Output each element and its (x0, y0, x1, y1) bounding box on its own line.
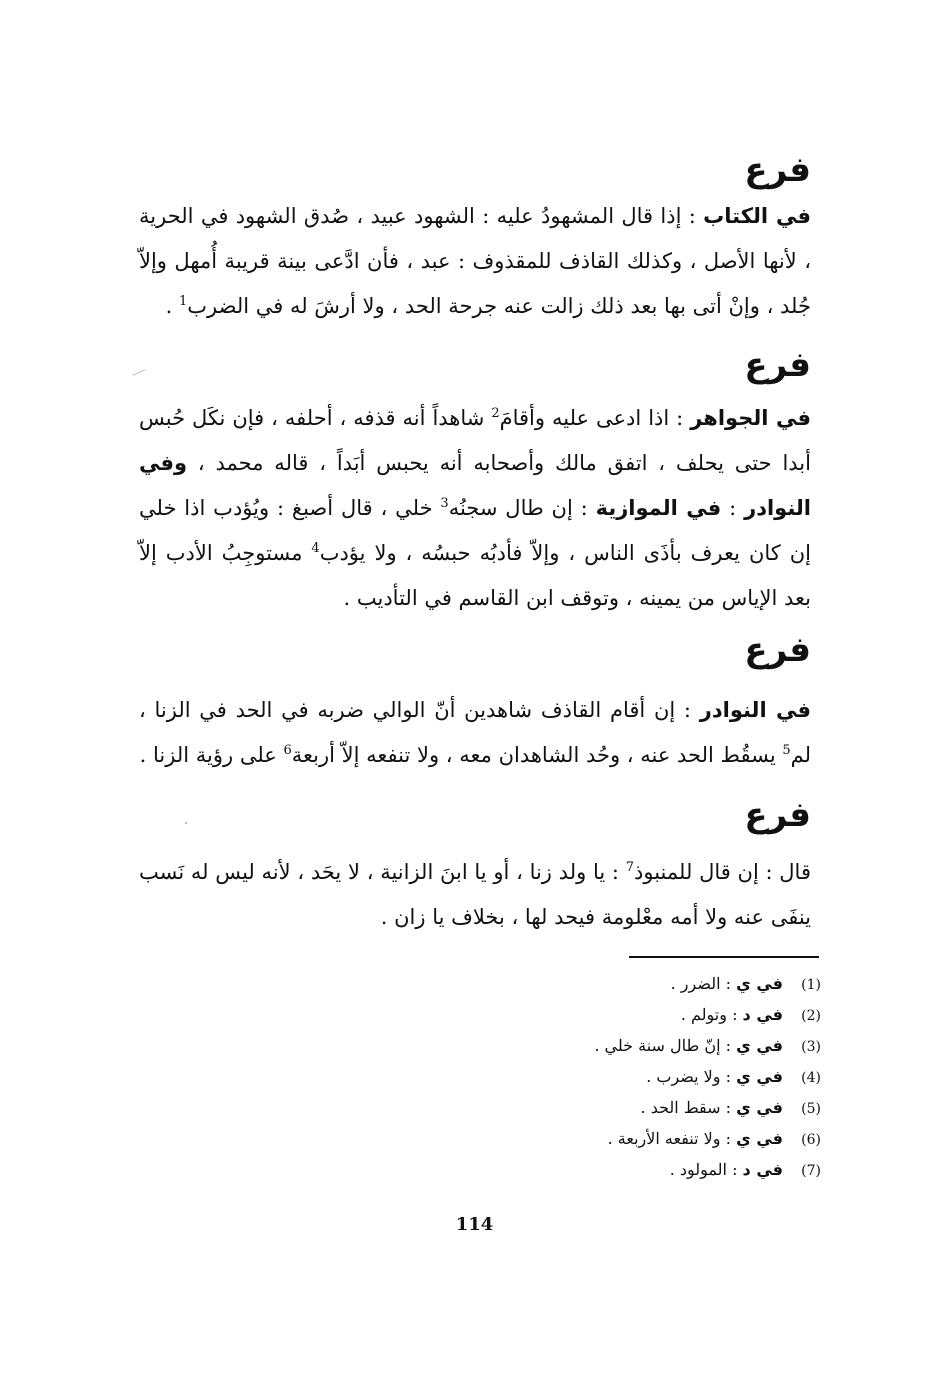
scan-speck (132, 369, 145, 376)
paragraph-text: يسقُط الحد عنه ، وحُد الشاهدان معه ، ولا تنفعه إلاّ أربعة (291, 743, 783, 767)
footnote-ref: 6 (283, 743, 292, 758)
footnote-prefix: في ي (736, 1067, 783, 1086)
footnote-body: : المولود . (669, 1160, 743, 1179)
footnote-prefix: في د (742, 1005, 783, 1024)
footnote-body: : ولا يضرب . (646, 1067, 737, 1086)
footnote-item (321, 1030, 821, 1061)
footnote-ref: 4 (311, 541, 320, 556)
footnote-number: (3) (801, 1039, 821, 1055)
source-label: في النوادر (699, 698, 811, 722)
footnote-ref: 5 (782, 743, 791, 758)
section-paragraph (139, 396, 811, 621)
scan-speck (185, 822, 187, 824)
footnote-text (321, 999, 783, 1030)
footnote-ref: 2 (491, 406, 500, 421)
footnote-body: : ولا تنفعه الأربعة . (607, 1129, 737, 1148)
footnote-prefix: في د (742, 1160, 783, 1179)
footnote-text (321, 1061, 783, 1092)
section-paragraph (139, 194, 811, 329)
paragraph-text: : يا ولد زنا ، أو يا ابنَ الزانية ، لا يحَد ، لأنه ليس له نَسب ينفَى عنه ولا أمه معْلومة فيحد لها ، بخلاف يا زان . (139, 860, 811, 929)
footnote-text (321, 968, 783, 999)
footnote-item (321, 1123, 821, 1154)
footnote-prefix: في ي (736, 1036, 783, 1055)
source-label: وفي النوادر (139, 451, 811, 520)
footnote-number: (1) (801, 977, 821, 993)
section-paragraph (139, 688, 811, 778)
section-heading: فرع (744, 150, 811, 190)
paragraph-text: : إن أقام القاذف شاهدين أنّ الوالي ضربه في الحد في الزنا ، لم (139, 698, 811, 767)
section-paragraph (139, 850, 811, 940)
footnote-body: : سقط الحد . (640, 1098, 737, 1117)
footnote-number: (2) (801, 1008, 821, 1024)
source-label: في الكتاب (703, 204, 811, 228)
footnote-item (321, 1061, 821, 1092)
footnote-body: : الضرر . (670, 974, 737, 993)
paragraph-text: : إذا قال المشهودُ عليه : الشهود عبيد ، صُدق الشهود في الحرية ، لأنها الأصل ، وكذلك القاذف للمقذوف : عبد ، فأن ادَّعى بينة قريبة أُمهل وإلاّ جُلد ، وإنْ أتى بها بعد ذلك زالت عنه جرحة الحد ، ولا أرشَ له في الضرب (139, 204, 811, 318)
footnote-prefix: في ي (736, 1129, 783, 1148)
section-heading: فرع (744, 795, 811, 835)
source-label: في الموازية (595, 496, 722, 520)
footnote-ref: 7 (625, 860, 635, 875)
paragraph-text: قال : إن قال للمنبوذ (634, 860, 811, 884)
footnote-text (321, 1154, 783, 1185)
paragraph-text: : اذا ادعى عليه وأقامَ (499, 406, 691, 430)
paragraph-text: شاهداً أنه قذفه ، أحلفه ، فإن نكَل حُبس أبدا حتى يحلف ، اتفق مالك وأصحابه أنه يحبس أبَداً ، قاله محمد ، (139, 406, 811, 475)
paragraph-text: خلي ، قال أصبغ : ويُؤدب اذا خلي إن كان يعرف بأذَى الناس ، وإلاّ فأدبُه حبسُه ، ولا يؤدب (139, 496, 811, 565)
footnote-text (321, 1092, 783, 1123)
paragraph-text: مستوجِبُ الأدب إلاّ بعد الإياس من يمينه ، وتوقف ابن القاسم في التأديب . (139, 541, 811, 610)
paragraph-text: . (165, 294, 179, 318)
footnotes-list (321, 968, 821, 1185)
section-heading: فرع (744, 630, 811, 670)
footnote-prefix: في ي (736, 1098, 783, 1117)
footnote-text (321, 1123, 783, 1154)
footnote-ref: 3 (440, 496, 449, 511)
footnote-item (321, 999, 821, 1030)
footnote-body: : إنّ طال سنة خلي . (594, 1036, 737, 1055)
footnote-body: : وتولم . (680, 1005, 743, 1024)
footnote-number: (7) (801, 1163, 821, 1179)
footnote-number: (6) (801, 1132, 821, 1148)
section-heading: فرع (744, 345, 811, 385)
paragraph-text: على رؤية الزنا . (139, 743, 284, 767)
source-label: في الجواهر (690, 406, 811, 430)
footnote-item (321, 1092, 821, 1123)
footnote-separator (629, 956, 819, 958)
footnote-item (321, 1154, 821, 1185)
paragraph-text: : إن طال سجنُه (448, 496, 596, 520)
page-number: 114 (455, 1214, 494, 1235)
footnote-item (321, 968, 821, 999)
footnote-number: (4) (801, 1070, 821, 1086)
footnote-ref: 1 (178, 294, 188, 309)
paragraph-text: : (721, 496, 745, 520)
footnote-prefix: في ي (736, 974, 783, 993)
footnote-number: (5) (801, 1101, 821, 1117)
footnote-text (321, 1030, 783, 1061)
